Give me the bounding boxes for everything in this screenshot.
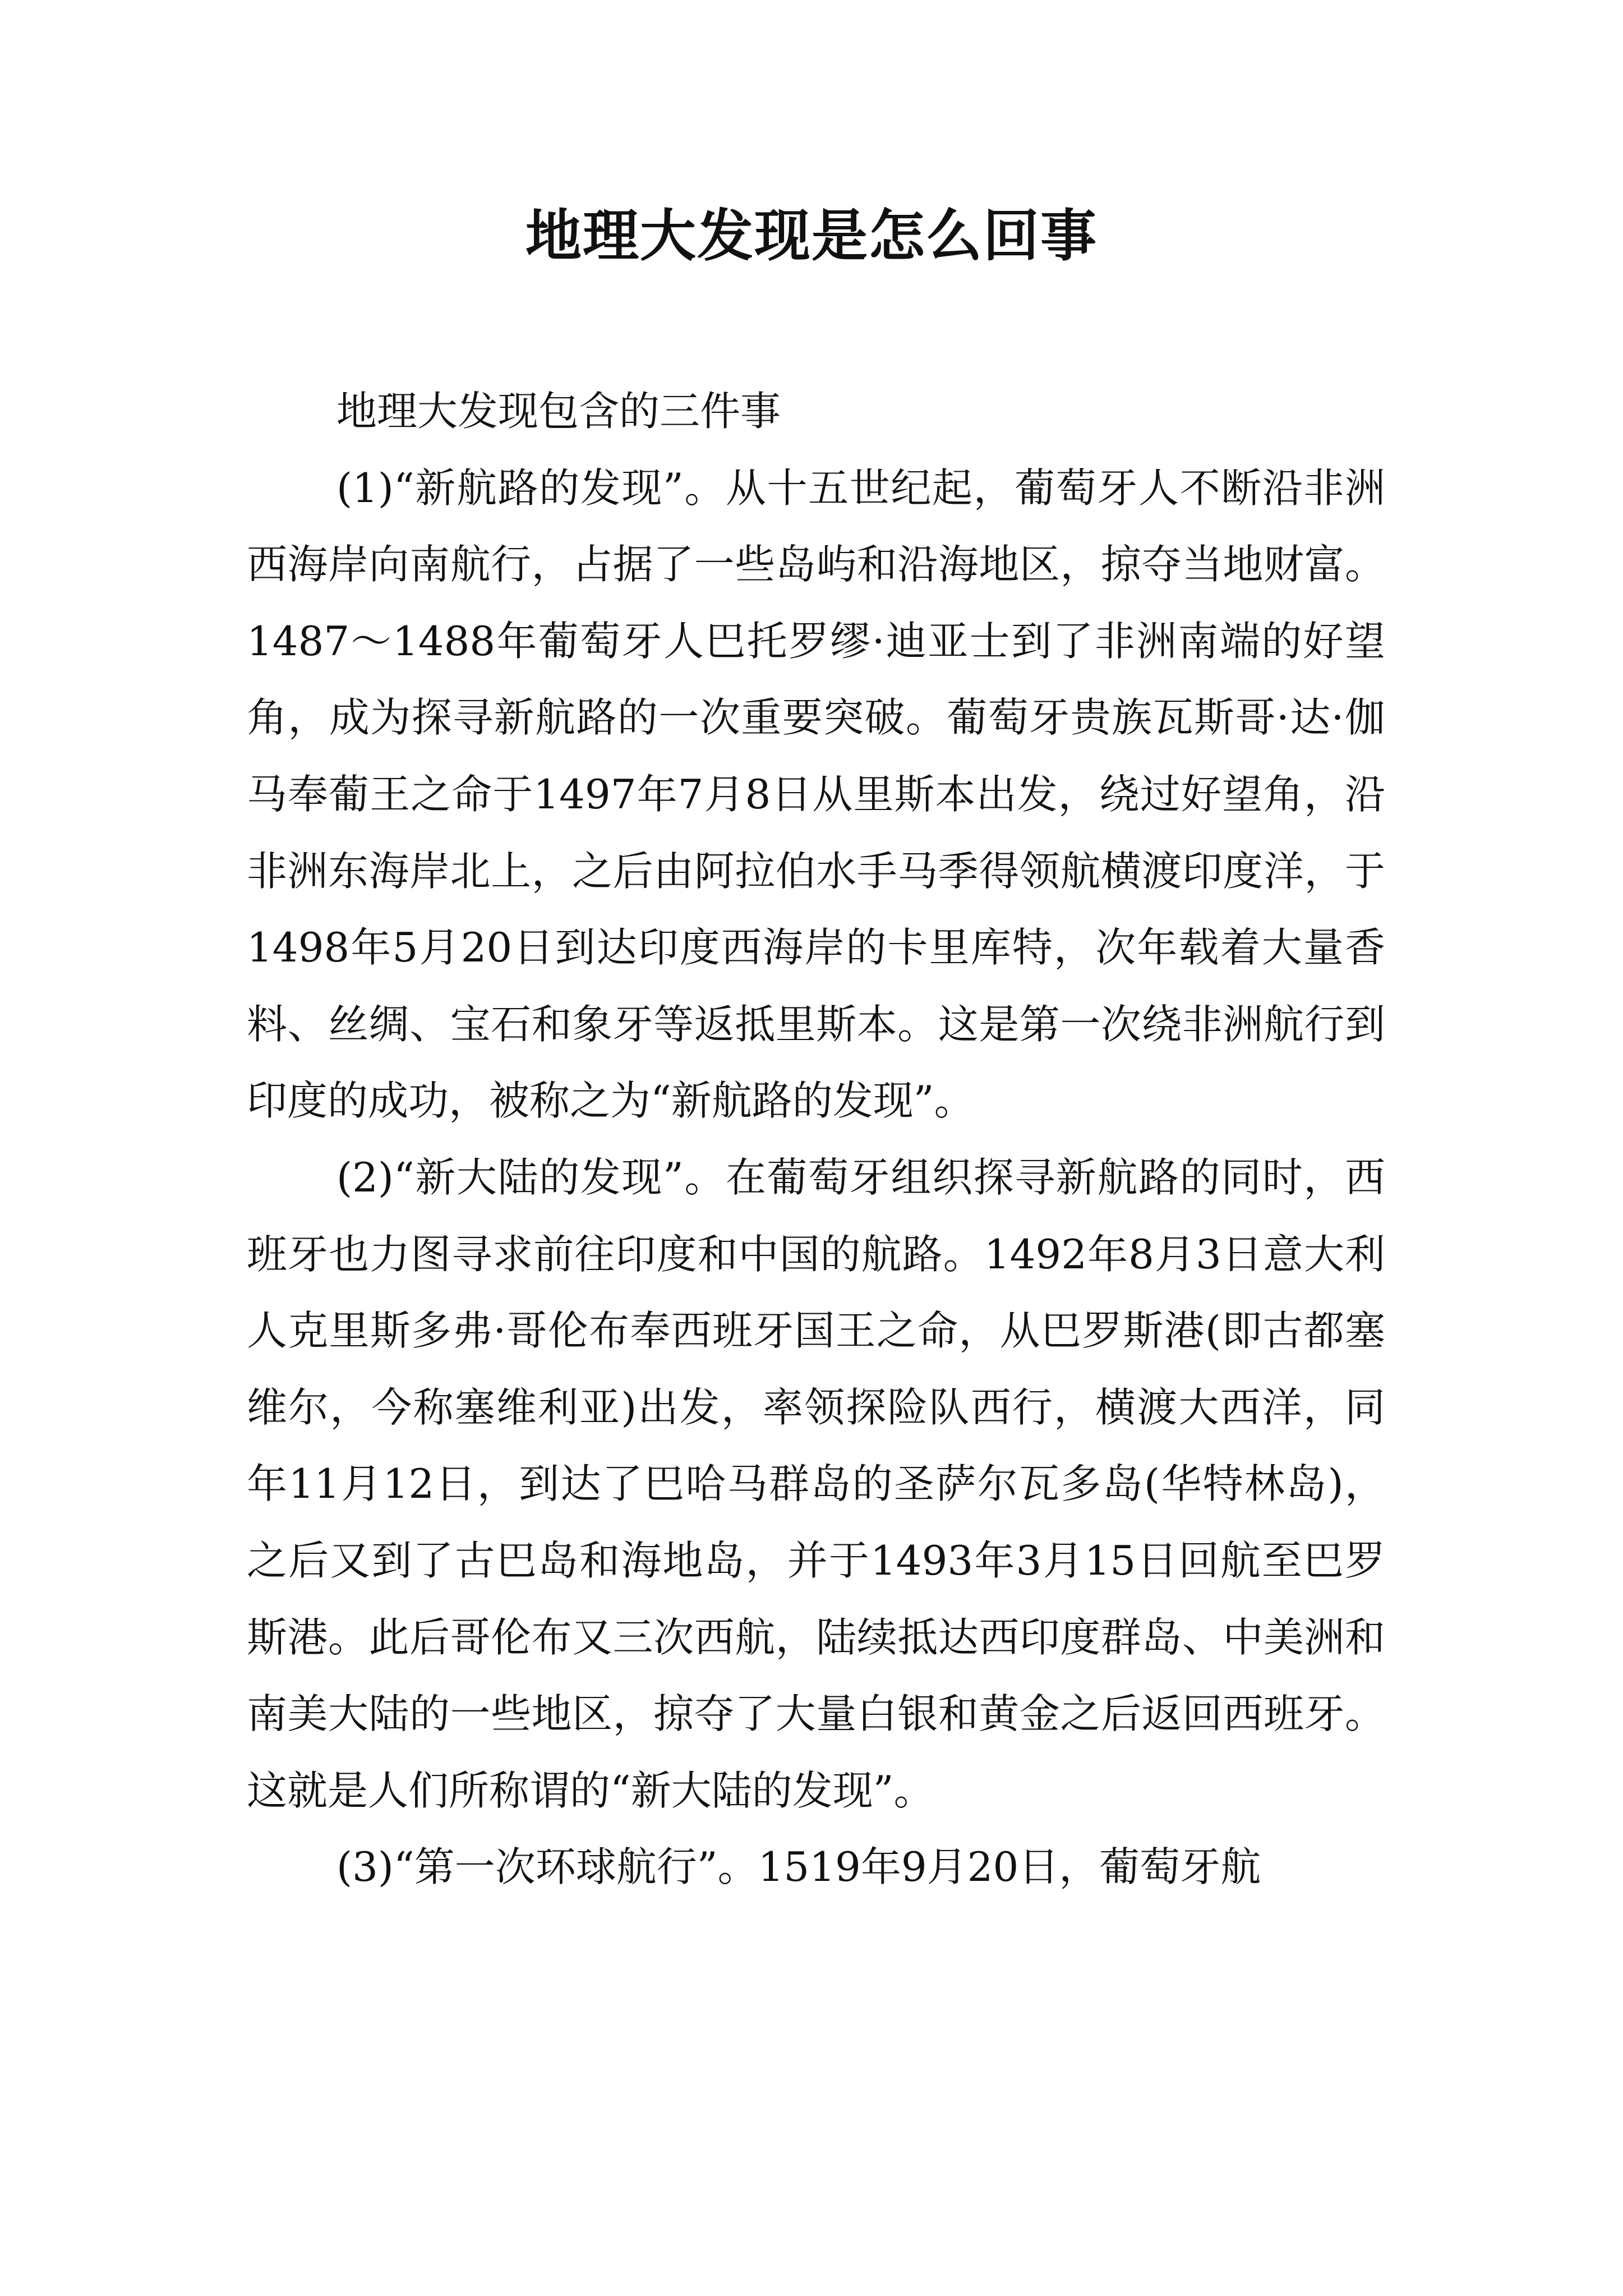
paragraph-circumnavigation: (3)“第一次环球航行”。1519年9月20日，葡萄牙航 [336,1843,1261,1891]
paragraph-new-continent: (2)“新大陆的发现”。在葡萄牙组织探寻新航路的同时，西班牙也力图寻求前往印度和中国的航路。1492年8月3日意大利人克里斯多弗·哥伦布奉西班牙国王之命，从巴罗斯港(即古都塞维尔，今称塞维利亚)出发，率领探险队西行，横渡大西洋，同年11月12日，到达了巴哈马群岛的圣萨尔瓦多岛(华特林岛)，之后又到了古巴岛和海地岛，并于1493年3月15日回航至巴罗斯港。此后哥伦布又三次西航，陆续抵达西印度群岛、中美洲和南美大陆的一些地区，掠夺了大量白银和黄金之后返回西班牙。这就是人们所称谓的“新大陆的发现”。 [247,1153,1385,1814]
paragraph-intro: 地理大发现包含的三件事 [336,388,781,435]
document-title: 地理大发现是怎么回事 [525,203,1098,269]
paragraph-new-sea-route: (1)“新航路的发现”。从十五世纪起，葡萄牙人不断沿非洲西海岸向南航行，占据了一些岛屿和沿海地区，掠夺当地财富。1487～1488年葡萄牙人巴托罗缪·迪亚士到了非洲南端的好望角，成为探寻新航路的一次重要突破。葡萄牙贵族瓦斯哥·达·伽马奉葡王之命于1497年7月8日从里斯本出发，绕过好望角，沿非洲东海岸北上，之后由阿拉伯水手马季得领航横渡印度洋，于1498年5月20日到达印度西海岸的卡里库特，次年载着大量香料、丝绸、宝石和象牙等返抵里斯本。这是第一次绕非洲航行到印度的成功，被称之为“新航路的发现”。 [247,464,1385,1125]
document-body [247,373,1385,1906]
